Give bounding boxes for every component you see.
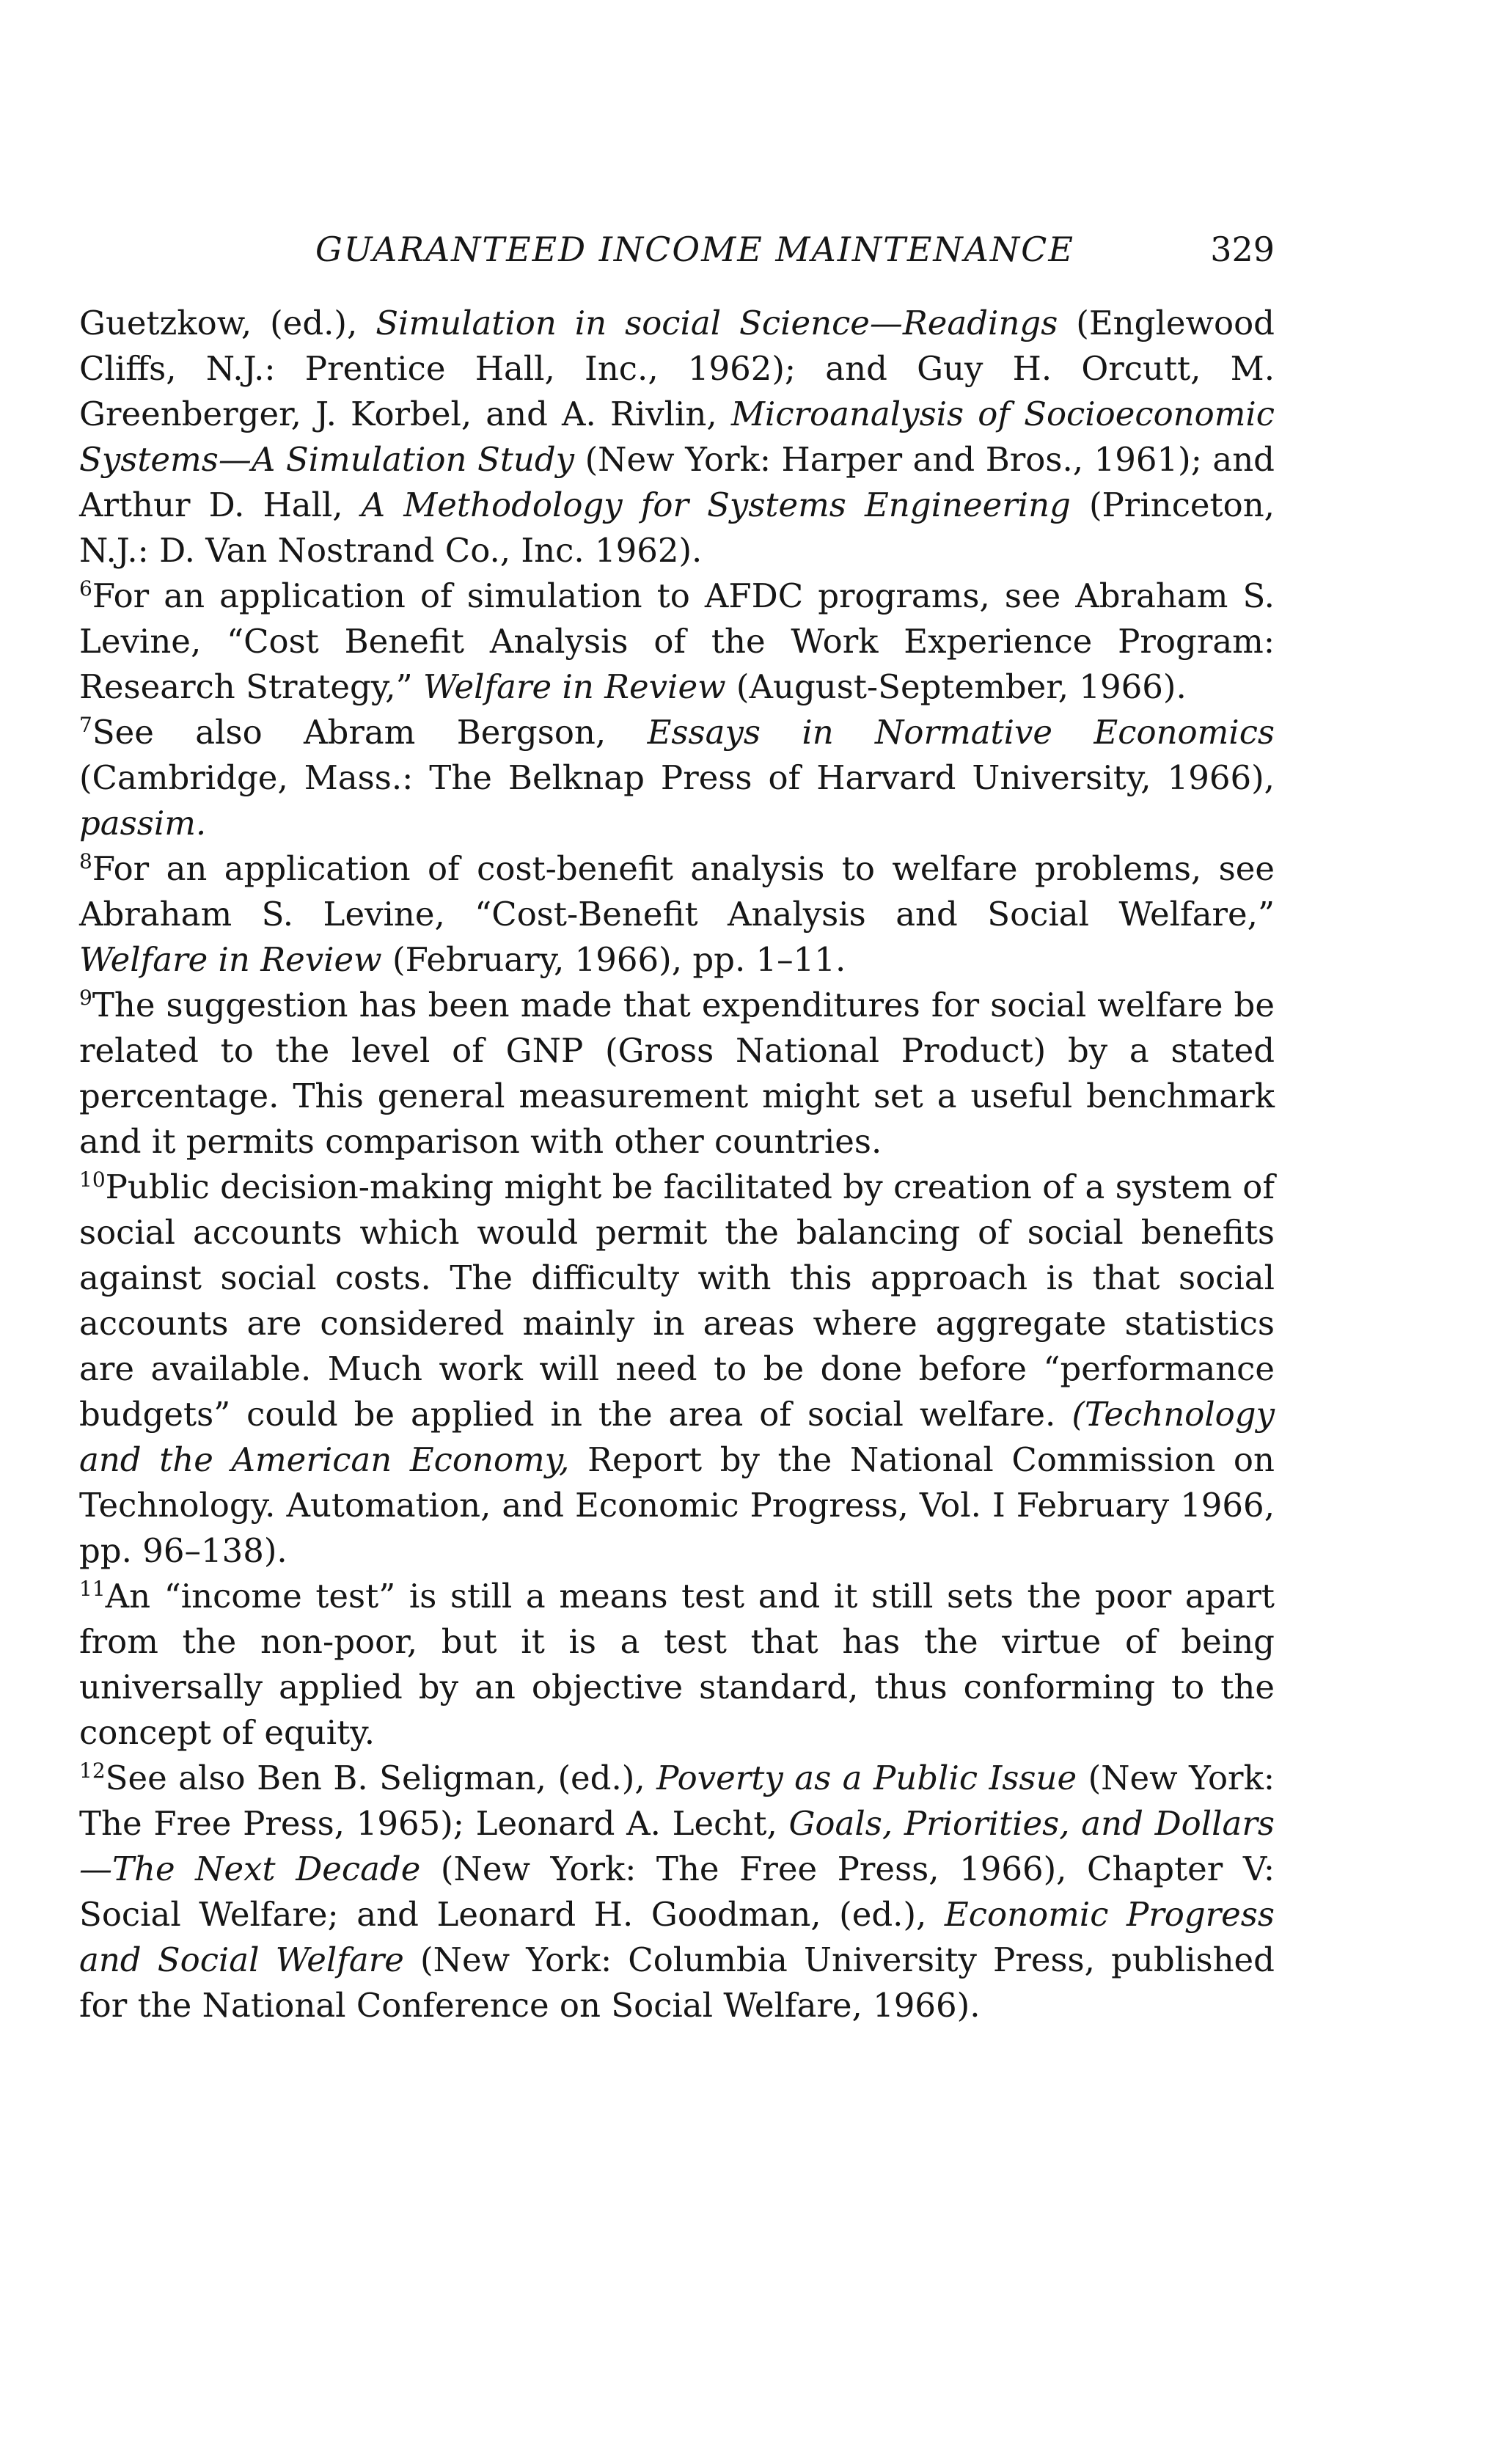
note-text: (Cambridge, Mass.: The Belknap Press of Harvard University, 1966), xyxy=(79,758,1275,797)
footnotes xyxy=(79,301,1275,2028)
footnote-11 xyxy=(79,1574,1275,1756)
book-title: Essays in Normative Economics xyxy=(647,713,1275,752)
footnote-10 xyxy=(79,1165,1275,1574)
footnote-8 xyxy=(79,846,1275,983)
footnote-12 xyxy=(79,1756,1275,2028)
note-text: (February, 1966), pp. 1–11. xyxy=(381,940,846,979)
note-text: (New York: Columbia University Press, published for the National Conference on Social Welfare, 1966). xyxy=(79,1940,1275,2025)
note-text: Public decision-making might be facilitated by creation of a system of social accounts which would permit the balancing of social benefits against social costs. The difficulty with this approach is that social accounts are considered mainly in areas where aggregate statistics are available. Much work will need to be done before “performance budgets” could be applied in the area of social welfare. xyxy=(79,1167,1275,1434)
note-text: (New York: The Free Press, 1965); Leonard A. Lecht, xyxy=(79,1759,1275,1843)
journal-title: Welfare in Review xyxy=(79,940,382,979)
running-title: GUARANTEED INCOME MAINTENANCE xyxy=(315,230,1074,269)
note-text: See also Ben B. Seligman, (ed.), xyxy=(105,1759,657,1797)
note-text: (New York: The Free Press, 1966), Chapter V: Social Welfare; and Leonard H. Goodman, (ed.), xyxy=(79,1849,1275,1934)
latin-term: passim. xyxy=(79,804,207,843)
note-text: For an application of simulation to AFDC programs, see Abraham S. Levine, “Cost Benefit Analysis of the Work Experience Program: Research Strategy,” xyxy=(79,576,1275,706)
footnote-number: 12 xyxy=(79,1759,106,1783)
page-number: 329 xyxy=(1210,230,1275,269)
note-text: (August-September, 1966). xyxy=(725,667,1187,706)
footnote-9 xyxy=(79,983,1275,1165)
book-title: Microanalysis of Socioeconomic Systems—A Simulation Study xyxy=(79,395,1275,479)
note-text: Report by the National Commission on Technology. Automation, and Economic Progress, Vol. I February 1966, pp. 96–138). xyxy=(79,1440,1275,1570)
note-text: For an application of cost-benefit analysis to welfare problems, see Abraham S. Levine, “Cost-Benefit Analysis and Social Welfare,” xyxy=(79,849,1275,934)
footnote-number: 9 xyxy=(79,986,92,1010)
note-text: (Englewood Cliffs, N.J.: Prentice Hall, Inc., 1962); and Guy H. Orcutt, M. Greenberger, J. Korbel, and A. Rivlin, xyxy=(79,304,1275,433)
footnote-number: 11 xyxy=(79,1577,106,1601)
note-text: Guetzkow, (ed.), xyxy=(79,304,376,342)
footnote-number: 6 xyxy=(79,576,92,601)
running-head xyxy=(79,224,1275,275)
report-title: (Technology and the American Economy, xyxy=(79,1395,1275,1479)
note-text: (New York: Harper and Bros., 1961); and Arthur D. Hall, xyxy=(79,440,1275,524)
footnote-6 xyxy=(79,573,1275,710)
book-title: Economic Progress and Social Welfare xyxy=(79,1895,1275,1979)
note-text: The suggestion has been made that expenditures for social welfare be related to the level of GNP (Gross National Product) by a stated percentage. This general measurement might set a useful benchmark and it permits comparison with other countries. xyxy=(79,986,1275,1161)
book-title: Simulation in social Science—Readings xyxy=(376,304,1058,342)
note-text: (Princeton, N.J.: D. Van Nostrand Co., Inc. 1962). xyxy=(79,485,1275,570)
note-text: An “income test” is still a means test and it still sets the poor apart from the non-poor, but it is a test that has the virtue of being universally applied by an objective standard, thus conforming to the concept of equity. xyxy=(79,1577,1275,1752)
footnote-number: 7 xyxy=(79,713,92,737)
footnote-number: 8 xyxy=(79,849,92,873)
footnote-7 xyxy=(79,710,1275,846)
footnote-number: 10 xyxy=(79,1167,106,1192)
journal-title: Welfare in Review xyxy=(422,667,726,706)
book-title: Poverty as a Public Issue xyxy=(656,1759,1077,1797)
book-title: A Methodology for Systems Engineering xyxy=(361,485,1071,524)
footnote-5-continued xyxy=(79,301,1275,573)
book-title: Goals, Priorities, and Dollars—The Next Decade xyxy=(79,1804,1275,1888)
note-text: See also Abram Bergson, xyxy=(92,713,648,752)
